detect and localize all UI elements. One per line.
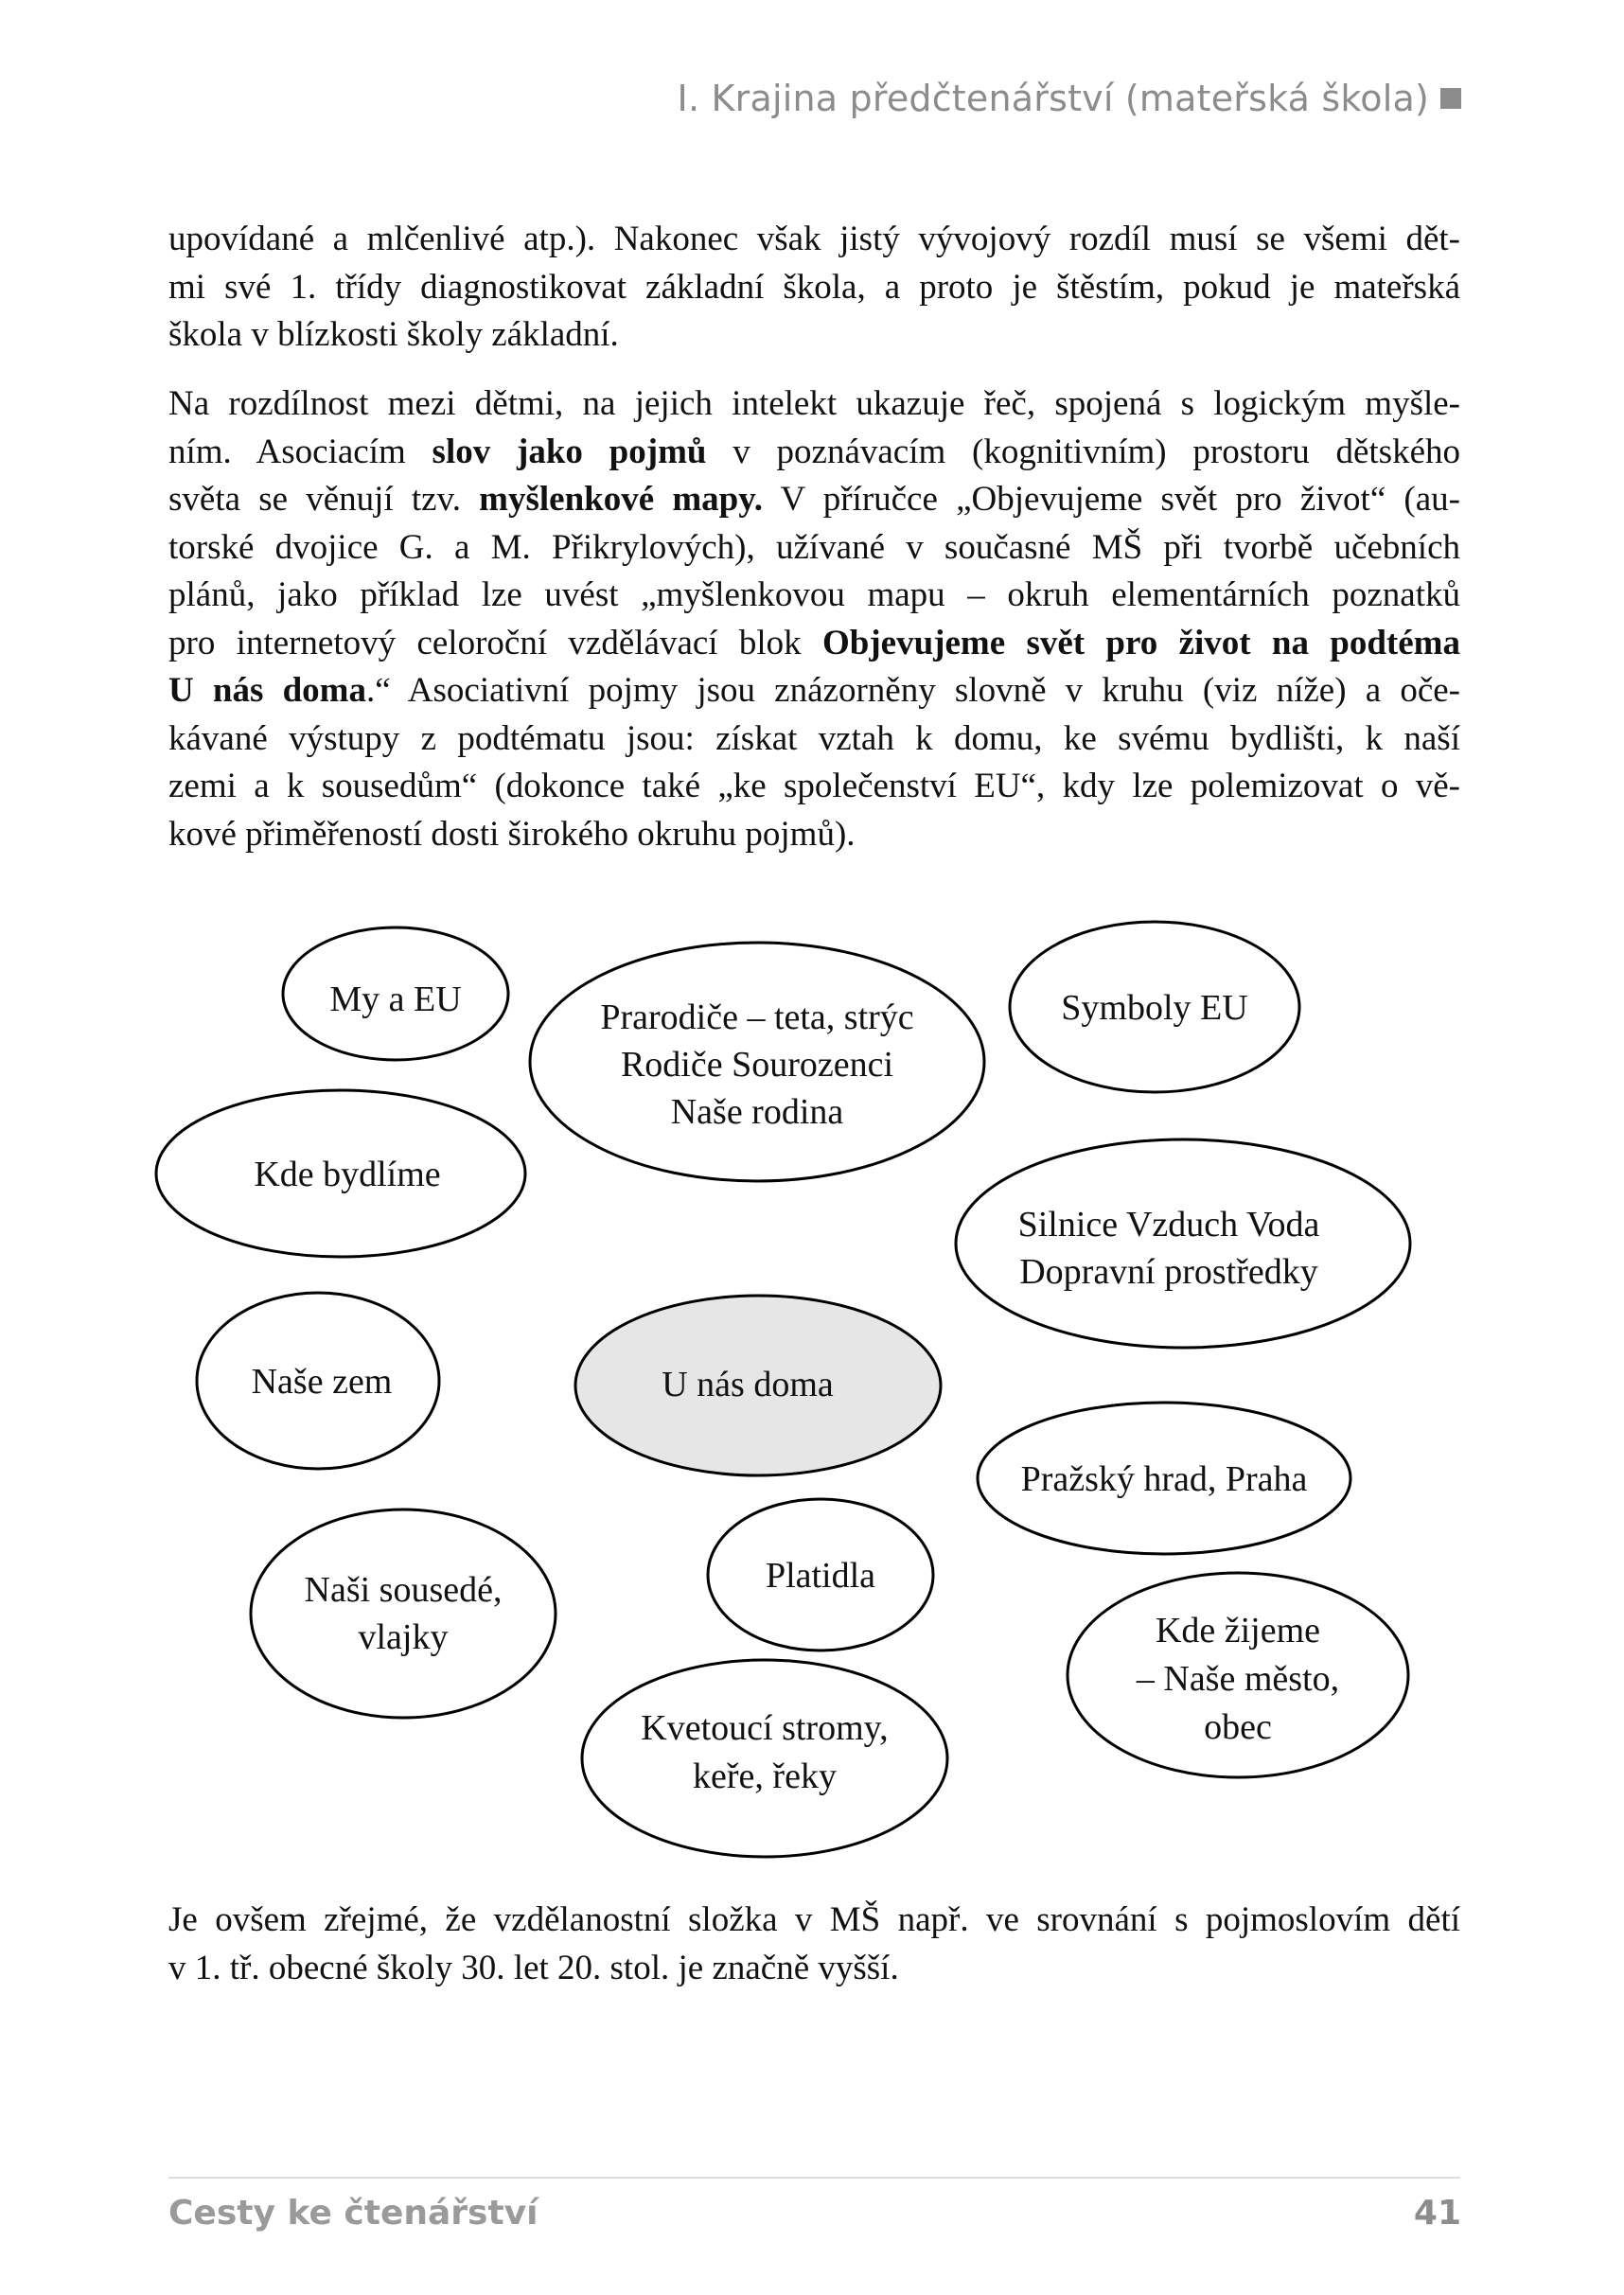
text-line: škola v blízkosti školy základní.	[168, 315, 619, 354]
text-line: upovídané a mlčenlivé atp.). Nakonec však jistý vývojový rozdíl musí se všemi dět-	[168, 220, 1460, 258]
node-label: vlajky	[358, 1617, 449, 1657]
running-head-title: I. Krajina předčtenářství (mateřská škola)	[677, 78, 1429, 119]
node-kde-zijeme	[1068, 1573, 1408, 1777]
node-label: – Naše město,	[1136, 1659, 1340, 1699]
node-sousede	[251, 1509, 556, 1718]
text-line: torské dvojice G. a M. Přikrylových), užívané v současné MŠ při tvorbě učebních	[168, 527, 1460, 567]
node-platidla	[708, 1499, 933, 1651]
node-label: Kde žijeme	[1155, 1611, 1321, 1651]
text-line: kové přiměřeností dosti širokého okruhu pojmů).	[168, 814, 856, 854]
text-line: Je ovšem zřejmé, že vzdělanostní složka v MŠ např. ve srovnání s pojmoslovím dětí	[168, 1900, 1460, 1939]
node-label: Naše zem	[251, 1362, 393, 1402]
node-label: Rodiče Sourozenci	[620, 1045, 894, 1085]
footer-divider	[168, 2177, 1460, 2179]
node-label: Dopravní prostředky	[1019, 1252, 1318, 1292]
node-label: Kvetoucí stromy,	[641, 1708, 889, 1748]
text-line: plánů, jako příklad lze uvést „myšlenkovou mapu – okruh elementárních poznatků	[168, 575, 1460, 614]
bold-term: slov jako pojmů	[432, 432, 707, 471]
bold-term: Objevujeme svět pro život na podtéma	[821, 623, 1460, 662]
node-nase-zem	[197, 1293, 439, 1469]
node-center-u-nas-doma	[575, 1296, 941, 1475]
node-label: Prarodiče – teta, strýc	[600, 997, 914, 1037]
node-silnice	[956, 1139, 1410, 1348]
node-label: Pražský hrad, Praha	[1020, 1459, 1308, 1499]
node-stromy	[582, 1660, 947, 1857]
node-kde-bydlime	[156, 1090, 525, 1257]
node-label: Kde bydlíme	[254, 1155, 441, 1194]
text-line: mi své 1. třídy diagnostikovat základní škola, a proto je štěstím, pokud je mateřská	[168, 267, 1460, 307]
node-label: Naši sousedé,	[304, 1570, 503, 1610]
node-label: Platidla	[765, 1556, 876, 1596]
text-line: zemi a k sousedům“ (dokonce také „ke společenství EU“, kdy lze polemizovat o vě-	[168, 767, 1460, 805]
text-line: pro internetový celoroční vzdělávací blok Objevujeme svět pro život na podtéma	[168, 623, 1460, 662]
text-line: ním. Asociacím slov jako pojmů v poznávacím (kognitivním) prostoru dětského	[168, 432, 1460, 471]
bold-term: U nás doma	[168, 671, 366, 710]
text-line: U nás doma.“ Asociativní pojmy jsou znázorněny slovně v kruhu (viz níže) a oče-	[168, 671, 1460, 710]
node-my-a-eu	[283, 927, 508, 1060]
page-number: 41	[1413, 2194, 1461, 2233]
text-line: v 1. tř. obecné školy 30. let 20. stol. je značně vyšší.	[168, 1948, 899, 1987]
node-label: My a EU	[329, 980, 462, 1019]
node-label: Naše rodina	[670, 1092, 844, 1132]
bold-term: myšlenkové mapy.	[479, 480, 763, 519]
center-label: U nás doma	[662, 1365, 834, 1404]
footer-book-title: Cesty ke čtenářství	[168, 2194, 538, 2233]
text-line: světa se věnují tzv. myšlenkové mapy. V příručce „Objevujeme svět pro život“ (au-	[168, 480, 1460, 519]
node-symboly-eu	[1010, 922, 1299, 1092]
node-label: Silnice Vzduch Voda	[1017, 1205, 1320, 1245]
node-label: keře, řeky	[693, 1757, 837, 1796]
paragraph-3	[168, 1897, 1460, 1992]
node-prazsky-hrad	[978, 1403, 1350, 1554]
node-rodina	[530, 943, 984, 1181]
node-label: obec	[1204, 1707, 1272, 1747]
text-line: kávané výstupy z podtématu jsou: získat vztah k domu, ke svému bydlišti, k naší	[168, 718, 1460, 758]
node-label: Symboly EU	[1061, 988, 1248, 1028]
text-line: Na rozdílnost mezi dětmi, na jejich intelekt ukazuje řeč, spojená s logickým myšle-	[168, 384, 1460, 423]
